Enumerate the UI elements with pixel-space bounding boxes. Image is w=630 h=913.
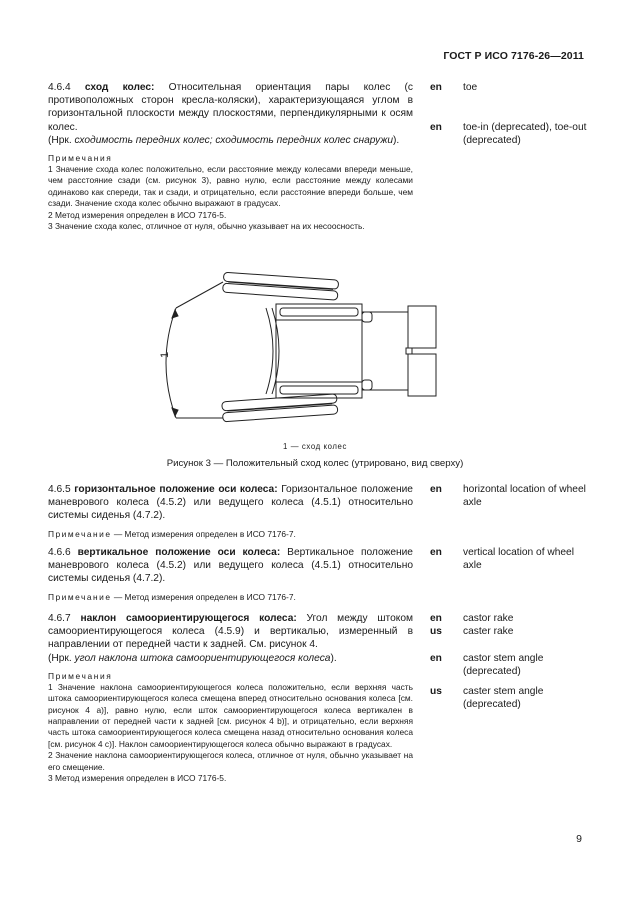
definition-toe	[48, 81, 413, 147]
foreign-term: castor rake	[463, 613, 514, 624]
note-1: 1 Значение схода колес положительно, если расстояние между колесами впереди меньше, чем расстояние сзади (см. рисунок 3), равно нулю, если расстояние между колесами одинаково как спереди, так и сзади, и отрицательно, если расстояние впереди больше, чем сзади. Значение схода колес обычно выражают в градусах.	[48, 164, 413, 209]
note-3: 3 Метод измерения определен в ИСО 7176-5.	[48, 773, 227, 784]
section-number: 4.6.5	[48, 484, 71, 495]
note-3: 3 Значение схода колес, отличное от нуля, обычно указывает на их несоосность.	[48, 221, 365, 232]
lang-code: en	[430, 484, 442, 495]
lang-code: en	[430, 653, 442, 664]
deprecated-open: (Нрк.	[48, 134, 72, 146]
section-number: 4.6.4	[48, 82, 71, 93]
term-definition: Вертикальное положение маневрового колеса (4.5.2) или ведущего колеса (4.5.1) относительно системы сиденья (4.7.2).	[48, 547, 413, 585]
deprecated-terms: сходимость передних колес; сходимость передних колес снаружи	[74, 134, 393, 146]
term-name: вертикальное положение оси колеса:	[77, 547, 281, 558]
definition-vertical-axle	[48, 546, 413, 586]
lang-code: en	[430, 122, 442, 133]
terms-4-6-5	[430, 483, 590, 513]
note-text: — Метод измерения определен в ИСО 7176-7.	[113, 591, 296, 602]
note	[48, 529, 413, 540]
lang-code: en	[430, 547, 442, 558]
dimension-label: 1	[159, 351, 171, 358]
note-heading: Примечание	[48, 528, 112, 539]
terms-4-6-6	[430, 546, 590, 576]
definition-castor-rake	[48, 612, 413, 665]
foreign-term: caster stem angle (deprecated)	[463, 686, 544, 711]
foreign-term: caster rake	[463, 626, 514, 637]
term-name: наклон самоориентирующегося колеса:	[80, 613, 297, 624]
note-1: 1 Значение наклона самоориентирующегося колеса положительно, если верхняя часть штока самоориентирующегося колеса смещена вперед относительно основания колеса [см. рисунок 4 a)], равно нулю, если шток самоориентирующегося колеса вертикален в направлении от передней части к задней [см. рисунок 4 b)], и отрицательно, если верхняя часть штока самоориентирующегося колеса смещена назад относительно основания колеса [см. рисунок 4 c)]. Наклон самоориентирующегося колеса обычно выражают в градусах.	[48, 681, 413, 749]
lang-code: en	[430, 613, 442, 624]
term-definition: Относительная ориентация пары колес (с противоположных сторон кресла-коляски), характеризующаяся углом в горизонтальной плоскости между плоскостями, перпендикулярными к осям колес.	[48, 82, 413, 133]
wheel-toe-drawing	[48, 268, 582, 458]
term-name: горизонтальное положение оси колеса:	[74, 484, 278, 495]
notes-heading: Примечания	[48, 670, 113, 681]
note	[48, 592, 413, 603]
section-number: 4.6.7	[48, 613, 71, 624]
lang-code: us	[430, 626, 442, 637]
lang-code: en	[430, 82, 442, 93]
wheel-top	[223, 272, 339, 300]
deprecated-terms: угол наклона штока самоориентирующегося колеса	[74, 652, 331, 664]
deprecated-open: (Нрк.	[48, 652, 72, 664]
foreign-term: toe	[463, 82, 478, 93]
term-definition: Угол между штоком самоориентирующегося колеса (4.5.9) и вертикалью, измеренный в направлении от передней части к задней. См. рисунок 4.	[48, 613, 413, 651]
figure-caption: Рисунок 3 — Положительный сход колес (утрировано, вид сверху)	[166, 458, 464, 469]
terms-4-6-7	[430, 612, 590, 722]
note-text: — Метод измерения определен в ИСО 7176-7.	[113, 528, 296, 539]
deprecated-close: ).	[330, 652, 337, 664]
note-2: 2 Значение наклона самоориентирующегося колеса, отличное от нуля, обычно указывает на его смещение.	[48, 750, 413, 772]
note-heading: Примечание	[48, 591, 112, 602]
definition-horizontal-axle	[48, 483, 413, 523]
page-header: ГОСТ Р ИСО 7176-26—2011	[443, 50, 584, 62]
page-number: 9	[576, 833, 582, 845]
term-definition: Горизонтальное положение маневрового колеса (4.5.2) или ведущего колеса (4.5.1) относительно системы сиденья (4.7.2).	[48, 484, 413, 522]
section-4-6-4	[48, 81, 413, 232]
foreign-term: castor stem angle (deprecated)	[463, 653, 544, 678]
foreign-term: horizontal location of wheel axle	[463, 484, 586, 509]
notes-heading: Примечания	[48, 153, 113, 164]
foreign-term: toe-in (deprecated), toe-out (deprecated)	[463, 122, 587, 147]
lang-code: us	[430, 686, 442, 697]
deprecated-close: ).	[393, 134, 400, 146]
section-4-6-5	[48, 483, 413, 540]
section-number: 4.6.6	[48, 547, 71, 558]
figure-legend: 1 — сход колес	[283, 442, 347, 451]
note-2: 2 Метод измерения определен в ИСО 7176-5.	[48, 209, 227, 220]
foreign-term: vertical location of wheel axle	[463, 547, 574, 572]
section-4-6-6	[48, 546, 413, 603]
figure-3-diagram	[48, 268, 582, 458]
term-name: сход колес:	[84, 82, 155, 93]
terms-4-6-4	[430, 81, 590, 161]
section-4-6-7	[48, 612, 413, 784]
